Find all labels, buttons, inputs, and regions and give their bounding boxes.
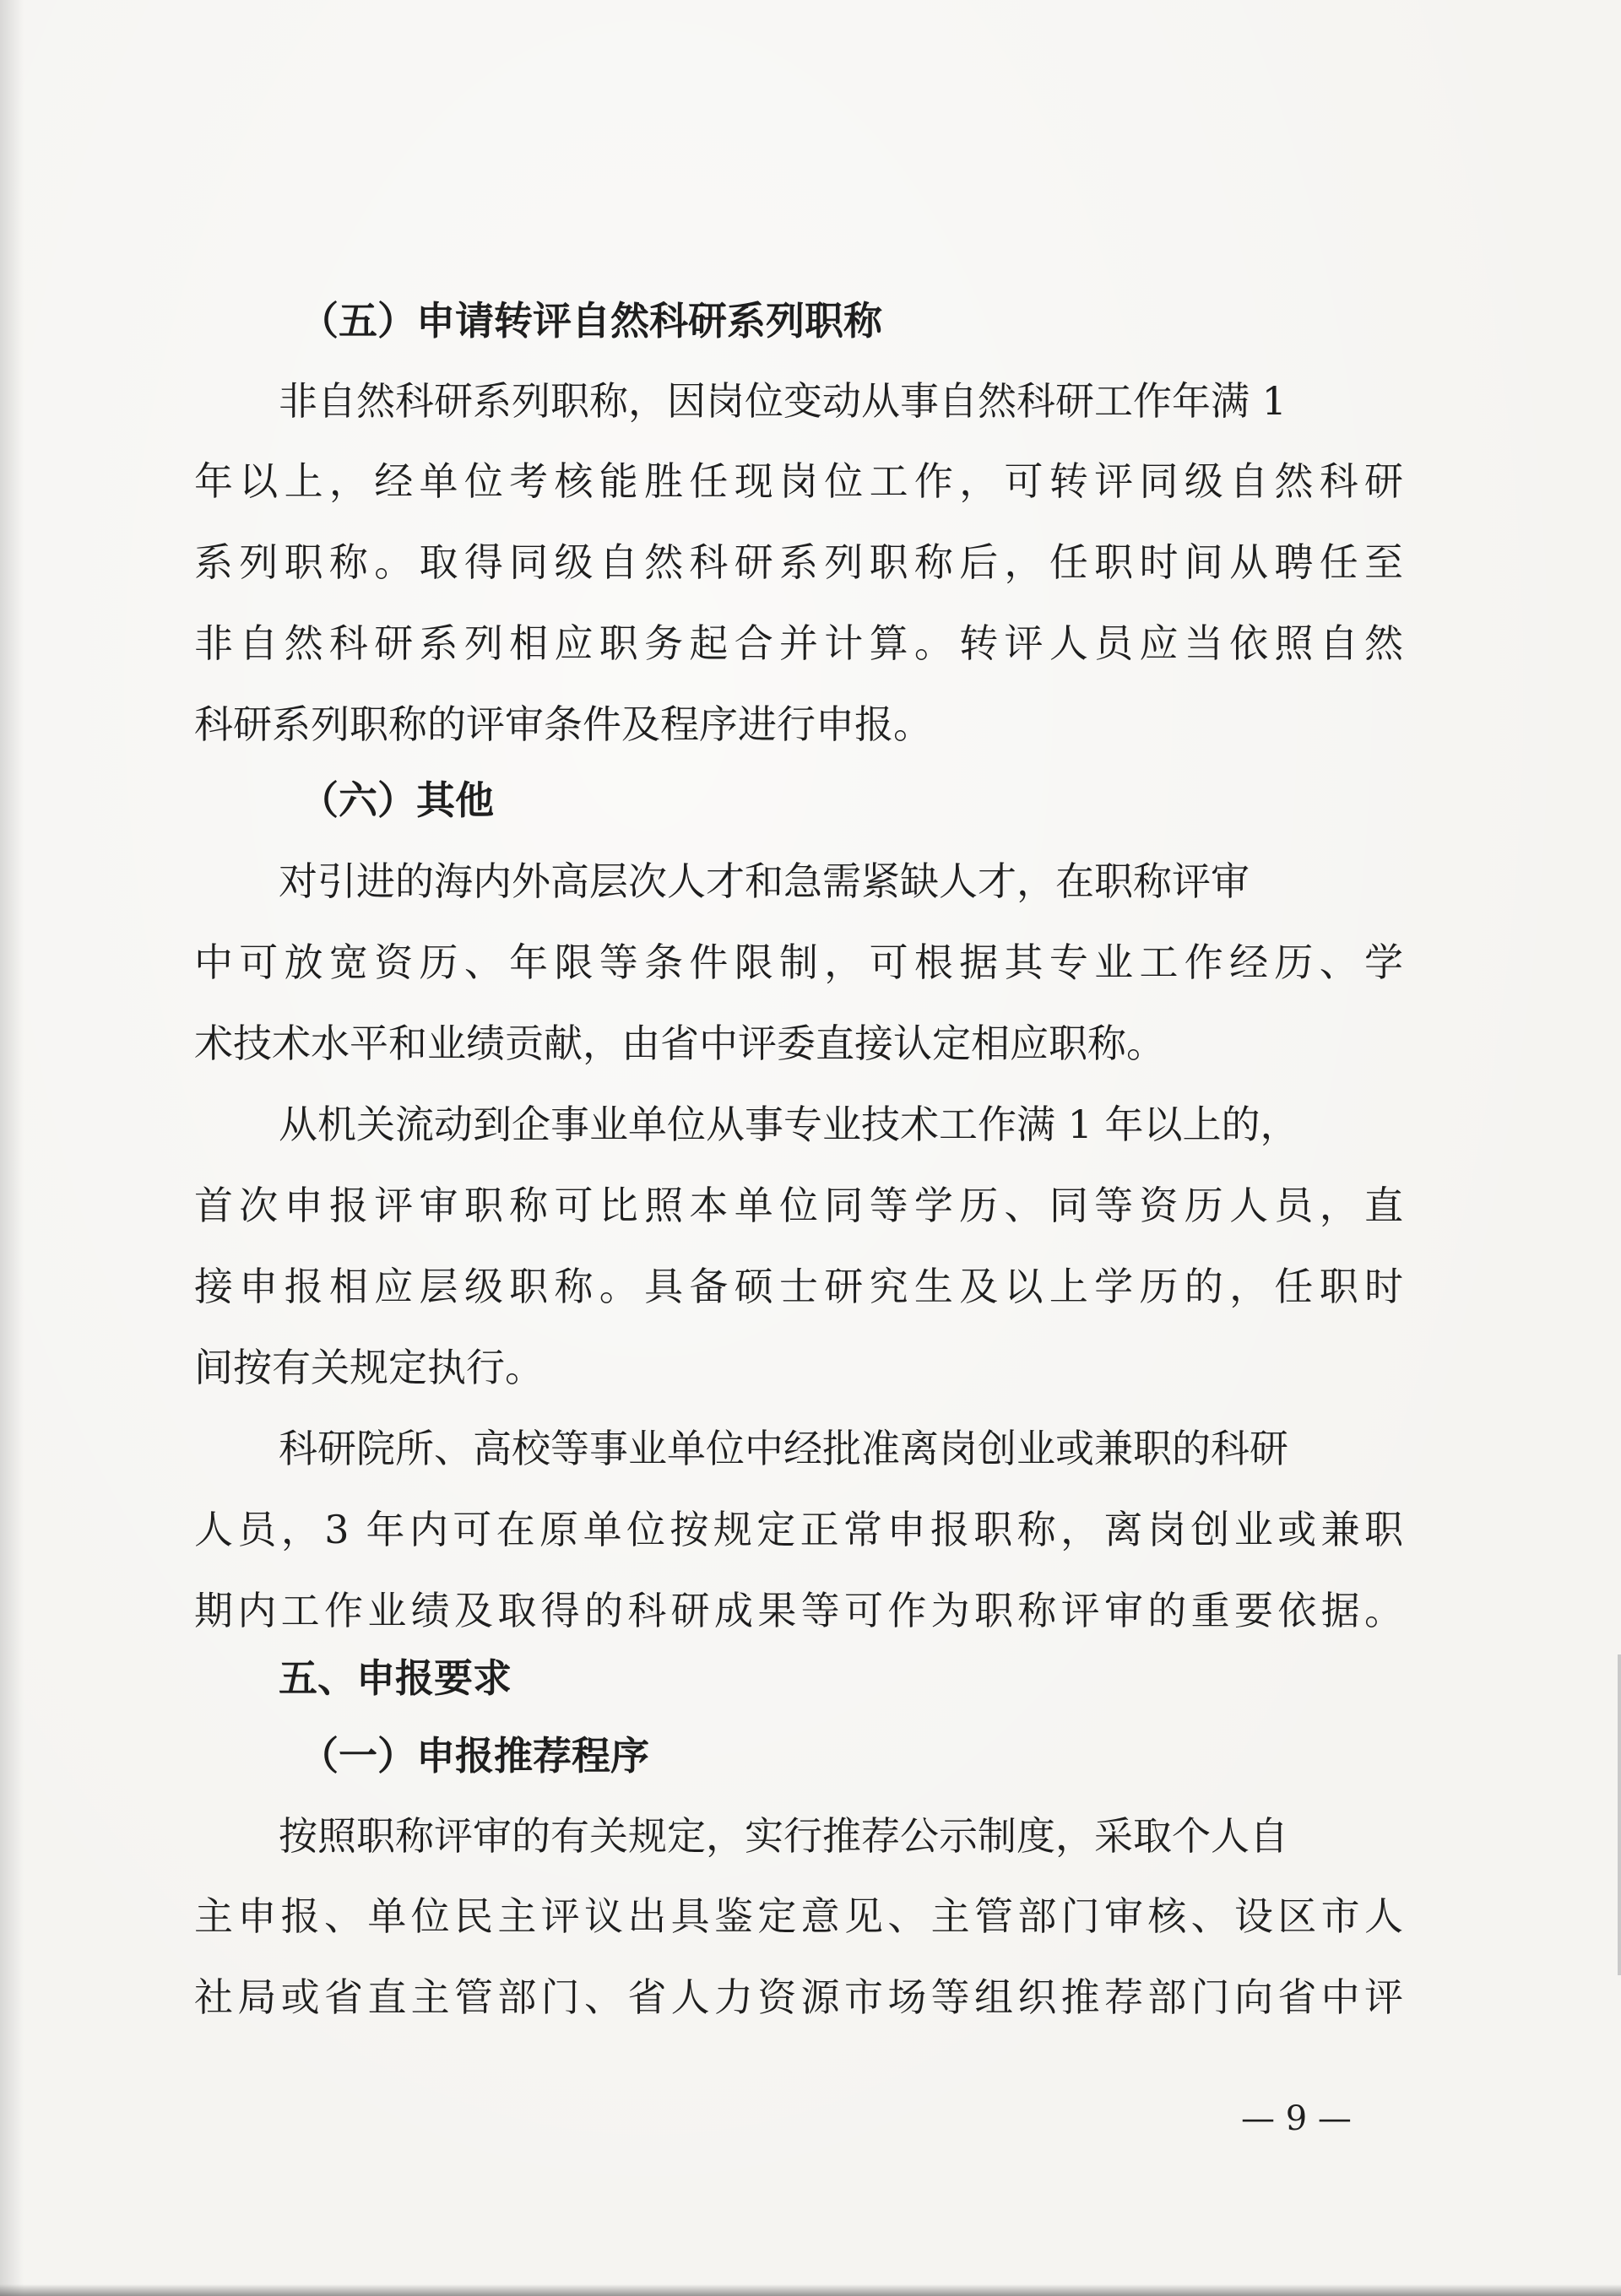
paragraph-line: 术技术水平和业绩贡献，由省中评委直接认定相应职称。 xyxy=(194,1021,1165,1066)
section-heading-5: （五）申请转评自然科研系列职称 xyxy=(300,298,882,344)
paragraph-line: 首次申报评审职称可比照本单位同等学历、同等资历人员，直 xyxy=(194,1183,1403,1228)
paragraph-line: 间按有关规定执行。 xyxy=(194,1345,544,1390)
paragraph-line: 非自然科研系列相应职务起合并计算。转评人员应当依照自然 xyxy=(194,620,1403,666)
paragraph-line: 按照职称评审的有关规定，实行推荐公示制度，采取个人自 xyxy=(279,1813,1288,1859)
paragraph-line: 从机关流动到企事业单位从事专业技术工作满 1 年以上的， xyxy=(279,1102,1299,1147)
paragraph-line: 接申报相应层级职称。具备硕士研究生及以上学历的，任职时 xyxy=(194,1264,1403,1309)
paragraph-line: 系列职称。取得同级自然科研系列职称后，任职时间从聘任至 xyxy=(194,539,1403,585)
page-number: — 9 — xyxy=(1241,2099,1352,2138)
paragraph-line: 中可放宽资历、年限等条件限制，可根据其专业工作经历、学 xyxy=(194,940,1403,985)
paragraph-line: 科研院所、高校等事业单位中经批准离岗创业或兼职的科研 xyxy=(279,1426,1288,1471)
part-heading-5: 五、申报要求 xyxy=(279,1655,512,1701)
paragraph-line: 期内工作业绩及取得的科研成果等可作为职称评审的重要依据。 xyxy=(194,1588,1403,1633)
subsection-heading-1: （一）申报推荐程序 xyxy=(300,1733,649,1779)
paragraph-line: 科研系列职称的评审条件及程序进行申报。 xyxy=(194,701,932,747)
paragraph-line: 年以上，经单位考核能胜任现岗位工作，可转评同级自然科研 xyxy=(194,458,1403,504)
section-heading-6: （六）其他 xyxy=(300,777,494,823)
paragraph-line: 人员，3 年内可在原单位按规定正常申报职称，离岗创业或兼职 xyxy=(194,1507,1403,1552)
paragraph-line: 社局或省直主管部门、省人力资源市场等组织推荐部门向省中评 xyxy=(194,1974,1403,2020)
paragraph-line: 非自然科研系列职称，因岗位变动从事自然科研工作年满 1 xyxy=(279,378,1287,424)
paragraph-line: 主申报、单位民主评议出具鉴定意见、主管部门审核、设区市人 xyxy=(194,1893,1403,1939)
paragraph-line: 对引进的海内外高层次人才和急需紧缺人才，在职称评审 xyxy=(279,858,1250,904)
